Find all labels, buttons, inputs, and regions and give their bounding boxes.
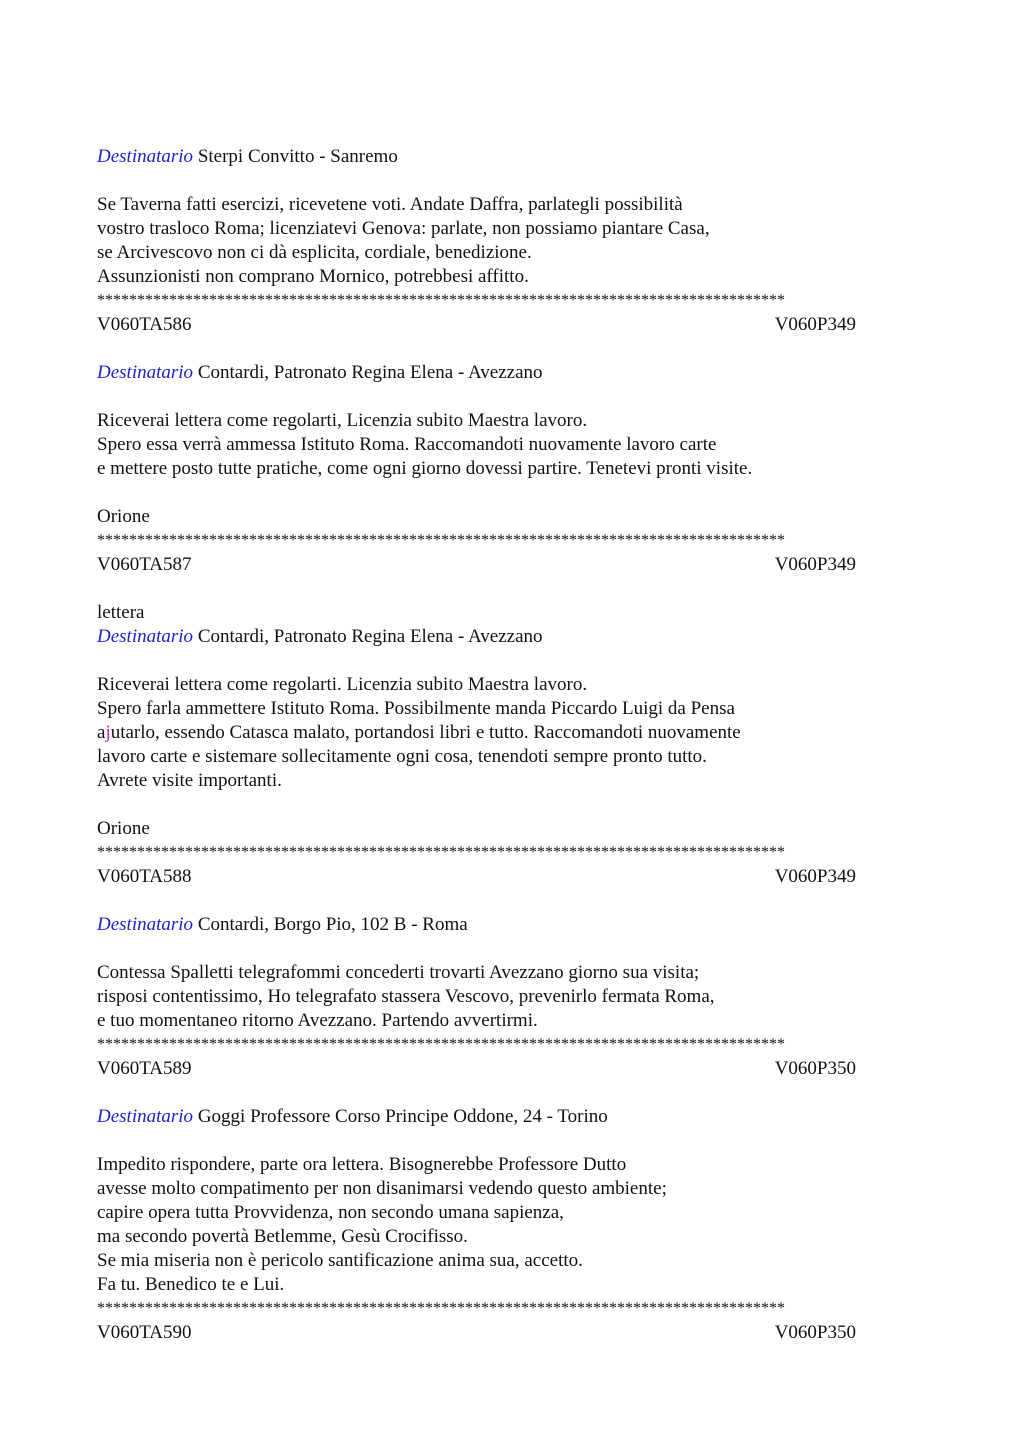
body-line: ma secondo povertà Betlemme, Gesù Crocifisso. — [97, 1226, 468, 1247]
document-id: V060TA588 — [97, 866, 192, 887]
id-row — [97, 553, 856, 577]
recipient-label: Destinatario — [97, 146, 194, 167]
document-id: V060TA589 — [97, 1058, 192, 1079]
body-line: Spero farla ammettere Istituto Roma. Possibilmente manda Piccardo Luigi da Pensa — [97, 698, 735, 719]
document-id: V060TA586 — [97, 314, 192, 335]
page-ref: V060P349 — [774, 554, 856, 575]
separator: ************************************************************************************** — [97, 1300, 785, 1317]
body-line: Fa tu. Benedico te e Lui. — [97, 1274, 285, 1295]
id-row — [97, 1321, 856, 1345]
body-line: vostro trasloco Roma; licenziatevi Genova: parlate, non possiamo piantare Casa, — [97, 218, 710, 239]
body-line: se Arcivescovo non ci dà esplicita, cordiale, benedizione. — [97, 242, 532, 263]
body-line: avesse molto compatimento per non disanimarsi vedendo questo ambiente; — [97, 1178, 667, 1199]
recipient-name: Sterpi Convitto - Sanremo — [197, 146, 398, 167]
highlighted-letter: j — [105, 722, 111, 743]
recipient-line — [97, 913, 927, 937]
recipient-label: Destinatario — [97, 1106, 194, 1127]
body-line: Contessa Spalletti telegrafommi concederti trovarti Avezzano giorno sua visita; — [97, 962, 700, 983]
body-line: e mettere posto tutte pratiche, come ogni giorno dovessi partire. Tenetevi pronti visite. — [97, 458, 753, 479]
body-line: Avrete visite importanti. — [97, 770, 282, 791]
recipient-label: Destinatario — [97, 914, 194, 935]
recipient-name: Contardi, Patronato Regina Elena - Avezzano — [197, 626, 543, 647]
recipient-name: Goggi Professore Corso Principe Oddone, 24 - Torino — [197, 1106, 608, 1127]
recipient-label: Destinatario — [97, 362, 194, 383]
body-line: Riceverai lettera come regolarti. Licenzia subito Maestra lavoro. — [97, 674, 588, 695]
separator: ************************************************************************************** — [97, 292, 785, 309]
id-row — [97, 865, 856, 889]
letter-prefix: lettera — [97, 602, 145, 623]
page-ref: V060P350 — [774, 1058, 856, 1079]
recipient-label: Destinatario — [97, 626, 194, 647]
body-line: capire opera tutta Provvidenza, non secondo umana sapienza, — [97, 1202, 564, 1223]
document-page — [97, 145, 927, 1345]
recipient-name: Contardi, Patronato Regina Elena - Avezzano — [197, 362, 543, 383]
body-line: ajutarlo, essendo Catasca malato, portandosi libri e tutto. Raccomandoti nuovamente — [97, 722, 741, 743]
body-line: Spero essa verrà ammessa Istituto Roma. Raccomandoti nuovamente lavoro carte — [97, 434, 717, 455]
body-line: Assunzionisti non comprano Mornico, potrebbesi affitto. — [97, 266, 529, 287]
id-row — [97, 1057, 856, 1081]
separator: ************************************************************************************** — [97, 1036, 785, 1053]
body-line: risposi contentissimo, Ho telegrafato stassera Vescovo, prevenirlo fermata Roma, — [97, 986, 715, 1007]
signature: Orione — [97, 506, 150, 527]
separator: ************************************************************************************** — [97, 532, 785, 549]
recipient-line — [97, 145, 927, 169]
body-line: Impedito rispondere, parte ora lettera. Bisognerebbe Professore Dutto — [97, 1154, 627, 1175]
recipient-line — [97, 361, 927, 385]
recipient-name: Contardi, Borgo Pio, 102 B - Roma — [197, 914, 468, 935]
page-ref: V060P349 — [774, 314, 856, 335]
recipient-line — [97, 625, 927, 649]
separator: ************************************************************************************** — [97, 844, 785, 861]
signature: Orione — [97, 818, 150, 839]
body-line: e tuo momentaneo ritorno Avezzano. Partendo avvertirmi. — [97, 1010, 538, 1031]
body-line: Riceverai lettera come regolarti, Licenzia subito Maestra lavoro. — [97, 410, 588, 431]
body-line: Se Taverna fatti esercizi, ricevetene voti. Andate Daffra, parlategli possibilità — [97, 194, 683, 215]
id-row — [97, 313, 856, 337]
page-ref: V060P350 — [774, 1322, 856, 1343]
page-ref: V060P349 — [774, 866, 856, 887]
body-line: lavoro carte e sistemare sollecitamente ogni cosa, tenendoti sempre pronto tutto. — [97, 746, 707, 767]
body-line: Se mia miseria non è pericolo santificazione anima sua, accetto. — [97, 1250, 583, 1271]
recipient-line — [97, 1105, 927, 1129]
document-id: V060TA590 — [97, 1322, 192, 1343]
document-id: V060TA587 — [97, 554, 192, 575]
